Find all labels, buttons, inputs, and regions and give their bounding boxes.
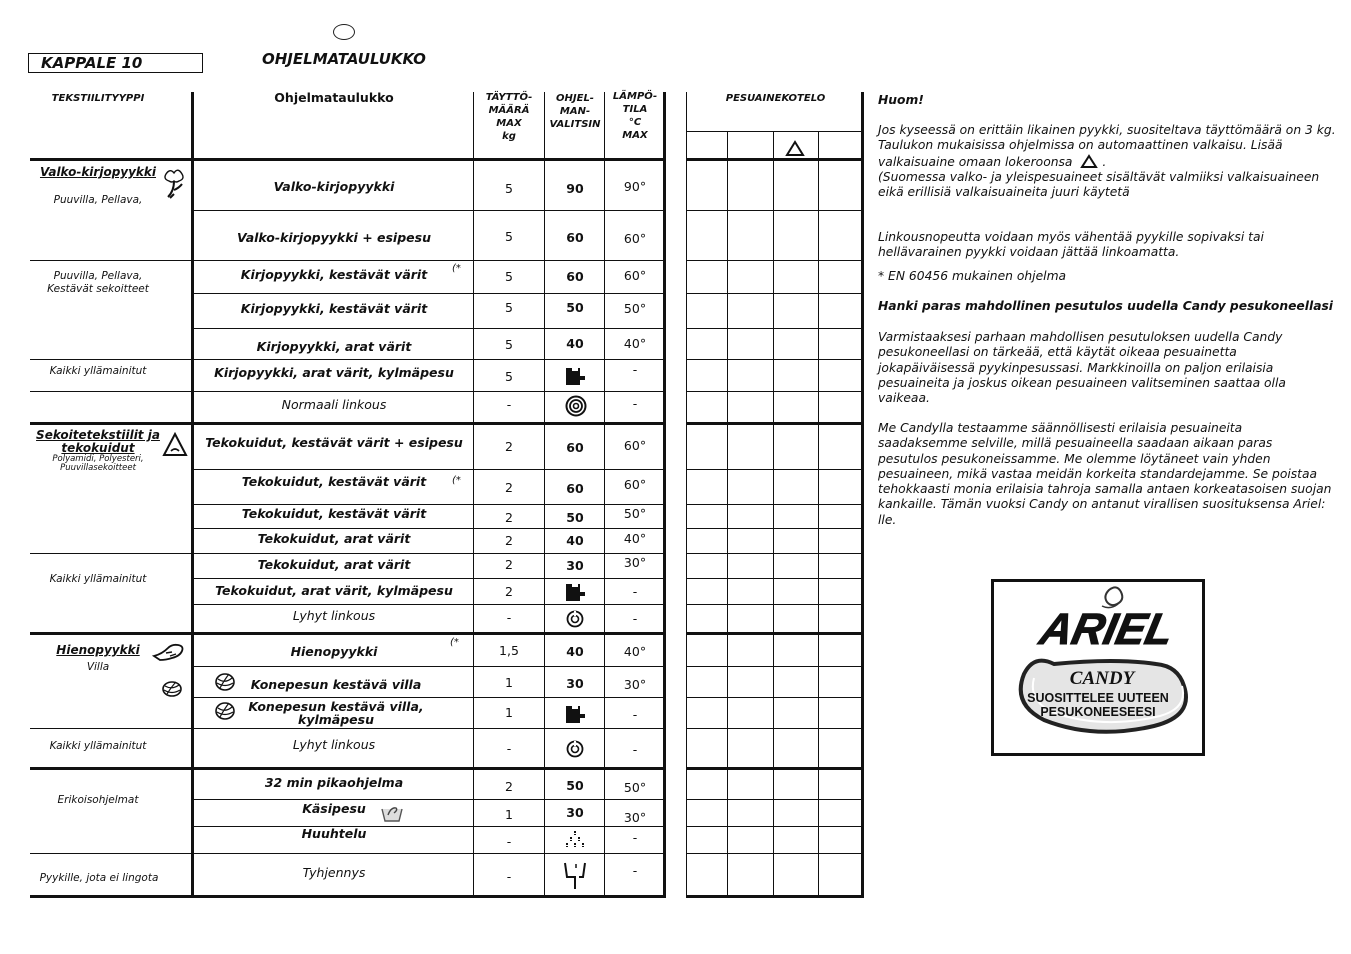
temp-value: -: [632, 707, 638, 722]
selector-value: 50: [566, 510, 584, 525]
temp-value: 60°: [623, 477, 647, 492]
bleach-triangle-icon: [1080, 154, 1098, 169]
notes-paragraph-spin: Linkousnopeutta voidaan myös vähentää pyykille sopivaksi tai hellävarainen pyykki voidaan jättää linkoamatta.: [878, 230, 1264, 260]
short-spin-icon: [566, 610, 584, 628]
load-value: -: [506, 397, 512, 412]
synthetic-triangle-icon: [162, 432, 188, 458]
load-value: -: [506, 610, 512, 625]
selector-value: 60: [566, 440, 584, 455]
oval-mark-icon: [333, 24, 355, 40]
program-name: Lyhyt linkous: [292, 608, 376, 623]
fabric-special: Erikoisohjelmat: [57, 794, 139, 806]
ariel-candy-logo: [991, 579, 1205, 756]
load-value: 2: [505, 533, 513, 548]
load-value: 2: [505, 779, 513, 794]
notes-paragraph-detergent: Varmistaaksesi parhaan mahdollisen pesutuloksen uudella Candy pesukoneellasi on tärkeää, että käytät oikeaa pesuainetta jokapäiväisessä pyykinpesussasi. Markkinoilla on paljon erilaisia pesuaineita ja joskus oikean pesuaineen valitseminen saattaa olla vaikeaa.: [878, 330, 1286, 406]
fabric-delicate-sub: Villa: [86, 661, 110, 673]
fabric-colour-sub: Puuvilla, Pellava, Kestävät sekoitteet: [47, 270, 149, 295]
temp-value: 60°: [623, 231, 647, 246]
load-value: -: [506, 741, 512, 756]
spin-icon: [565, 395, 587, 417]
col-header-selector: OHJEL- MAN- VALITSIN: [549, 93, 601, 130]
fabric-all-above-3: Kaikki yllämainitut: [49, 740, 147, 752]
logo-line-1: SUOSITTELEE UUTEEN: [1027, 691, 1169, 705]
temp-value: -: [632, 830, 638, 845]
load-value: 2: [505, 439, 513, 454]
program-name: Tekokuidut, arat värit, kylmäpesu: [215, 583, 453, 598]
program-name: Tekokuidut, kestävät värit + esipesu: [205, 435, 463, 450]
temp-value: -: [632, 362, 638, 377]
col-header-temp: LÄMPÖ- TILA °C MAX: [612, 91, 658, 141]
temp-value: -: [632, 863, 638, 878]
chapter-label: KAPPALE 10: [28, 53, 203, 73]
program-name: Konepesun kestävä villa, kylmäpesu: [248, 699, 424, 727]
fabric-white-title: Valko-kirjopyykki: [39, 165, 157, 179]
temp-value: 60°: [623, 438, 647, 453]
standard-mark: (*: [450, 637, 459, 648]
load-value: 5: [505, 337, 513, 352]
temp-value: 90°: [623, 179, 647, 194]
fabric-white-sub: Puuvilla, Pellava,: [53, 194, 143, 206]
short-spin-icon: [566, 740, 584, 758]
hand-wash-hand-icon: [152, 642, 186, 662]
load-value: 1: [505, 705, 513, 720]
selector-value: 30: [566, 676, 584, 691]
fabric-synthetic-sub: Polyamidi, Polyesteri, Puuvillasekoitteet: [52, 454, 144, 473]
selector-value: 90: [566, 181, 584, 196]
program-name: Kirjopyykki, kestävät värit: [240, 301, 428, 316]
temp-value: 60°: [623, 268, 647, 283]
load-value: 2: [505, 557, 513, 572]
temp-value: 50°: [623, 780, 647, 795]
hand-wash-basin-icon: [380, 803, 404, 823]
program-name: 32 min pikaohjelma: [264, 775, 404, 790]
rinse-icon: [564, 829, 586, 851]
load-value: 5: [505, 369, 513, 384]
notes-paragraph-load: Jos kyseessä on erittäin likainen pyykki, suositeltava täyttömäärä on 3 kg. Taulukon mukaisissa ohjelmissa on automaattinen valkaisu. Lisää valkaisuaine omaan lokeroonsa . (Suomessa valko- ja yleispesuaineet sisältävät valmiiksi valkaisuaineen eikä erillisiä valkaisuaineita juuri käytetä: [878, 123, 1336, 200]
col-header-load: TÄYTTÖ- MÄÄRÄ MAX kg: [485, 92, 533, 142]
cold-tap-icon: [562, 364, 588, 386]
standard-mark: (*: [452, 475, 461, 486]
load-value: 1,5: [499, 643, 519, 658]
temp-value: -: [632, 611, 638, 626]
load-value: 5: [505, 181, 513, 196]
load-value: 5: [505, 229, 513, 244]
program-name: Tekokuidut, kestävät värit: [241, 474, 427, 489]
program-name: Käsipesu: [302, 801, 366, 816]
fabric-delicate-title: Hienopyykki: [56, 643, 140, 657]
load-value: 5: [505, 300, 513, 315]
program-name: Normaali linkous: [281, 397, 387, 412]
notes-standard: * EN 60456 mukainen ohjelma: [878, 269, 1067, 283]
temp-value: 50°: [623, 506, 647, 521]
load-value: 2: [505, 480, 513, 495]
load-value: 5: [505, 269, 513, 284]
temp-value: 40°: [623, 336, 647, 351]
col-header-program: Ohjelmataulukko: [274, 90, 394, 105]
logo-line-2: PESUKONEESEESI: [1040, 705, 1156, 719]
load-value: 1: [505, 675, 513, 690]
program-name: Tyhjennys: [302, 865, 366, 880]
program-name: Valko-kirjopyykki + esipesu: [236, 230, 431, 245]
selector-value: 60: [566, 230, 584, 245]
selector-value: 30: [566, 805, 584, 820]
cold-tap-icon: [562, 580, 588, 602]
wool-yarn-icon: [214, 672, 236, 692]
program-name: Tekokuidut, arat värit: [257, 531, 411, 546]
program-name: Kirjopyykki, arat värit, kylmäpesu: [214, 365, 454, 380]
ariel-brand-text: ARIEL: [1035, 605, 1179, 654]
load-value: 2: [505, 584, 513, 599]
cold-tap-icon: [562, 702, 588, 724]
selector-value: 60: [566, 481, 584, 496]
page-title: OHJELMATAULUKKO: [262, 50, 426, 68]
cotton-flower-icon: [160, 166, 188, 202]
temp-value: 50°: [623, 301, 647, 316]
notes-paragraph-testing: Me Candylla testaamme säännöllisesti erilaisia pesuaineita saadaksemme selville, millä pesuaineella saadaan aikaan paras pesutulos pesukoneissamme. Me olemme löytäneet vain yhden pesuaineen, mikä vastaa meidän korkeita standardejamme. Se poistaa tehokkaasti monia erilaisia tahroja samalla antaen korkeatasoisen suojan kankaille. Tämän vuoksi Candy on antanut virallisen suosituksensa Ariel: lle.: [878, 421, 1332, 527]
selector-value: 50: [566, 778, 584, 793]
selector-value: 30: [566, 558, 584, 573]
candy-brand-text: CANDY: [1069, 668, 1135, 689]
selector-value: 40: [566, 336, 584, 351]
temp-value: -: [632, 742, 638, 757]
bleach-triangle-icon: [785, 140, 805, 157]
temp-value: 40°: [623, 531, 647, 546]
selector-value: 50: [566, 300, 584, 315]
col-header-detergent: PESUAINEKOTELO: [725, 93, 826, 104]
temp-value: 30°: [623, 555, 647, 570]
wool-yarn-icon: [214, 701, 236, 721]
temp-value: 40°: [623, 644, 647, 659]
temp-value: -: [632, 396, 638, 411]
load-value: -: [506, 869, 512, 884]
program-name: Tekokuidut, arat värit: [257, 557, 411, 572]
program-name: Kirjopyykki, kestävät värit: [240, 267, 428, 282]
program-name: Hienopyykki: [290, 644, 378, 659]
fabric-all-above-2: Kaikki yllämainitut: [49, 573, 147, 585]
fabric-all-above-1: Kaikki yllämainitut: [49, 365, 147, 377]
selector-value: 40: [566, 644, 584, 659]
selector-value: 40: [566, 533, 584, 548]
program-name: Huuhtelu: [301, 826, 367, 841]
drain-icon: [562, 860, 590, 890]
load-value: 2: [505, 510, 513, 525]
load-value: 1: [505, 807, 513, 822]
temp-value: -: [632, 584, 638, 599]
load-value: -: [506, 834, 512, 849]
temp-value: 30°: [623, 810, 647, 825]
program-name: Tekokuidut, kestävät värit: [241, 506, 427, 521]
notes-heading: Huom!: [878, 93, 924, 107]
col-header-fabric: TEKSTIILITYYPPI: [51, 93, 145, 104]
program-name: Konepesun kestävä villa: [250, 677, 422, 692]
fabric-synthetic-title: Sekoitetekstiilit ja tekokuidut: [36, 428, 160, 455]
selector-value: 60: [566, 269, 584, 284]
program-name: Lyhyt linkous: [292, 737, 376, 752]
fabric-no-spin: Pyykille, jota ei lingota: [39, 872, 159, 884]
temp-value: 30°: [623, 677, 647, 692]
program-name: Kirjopyykki, arat värit: [256, 339, 412, 354]
wool-yarn-icon: [160, 680, 184, 698]
program-name: Valko-kirjopyykki: [273, 179, 395, 194]
standard-mark: (*: [452, 263, 461, 274]
notes-candy-heading: Hanki paras mahdollinen pesutulos uudella Candy pesukoneellasi: [878, 299, 1334, 313]
